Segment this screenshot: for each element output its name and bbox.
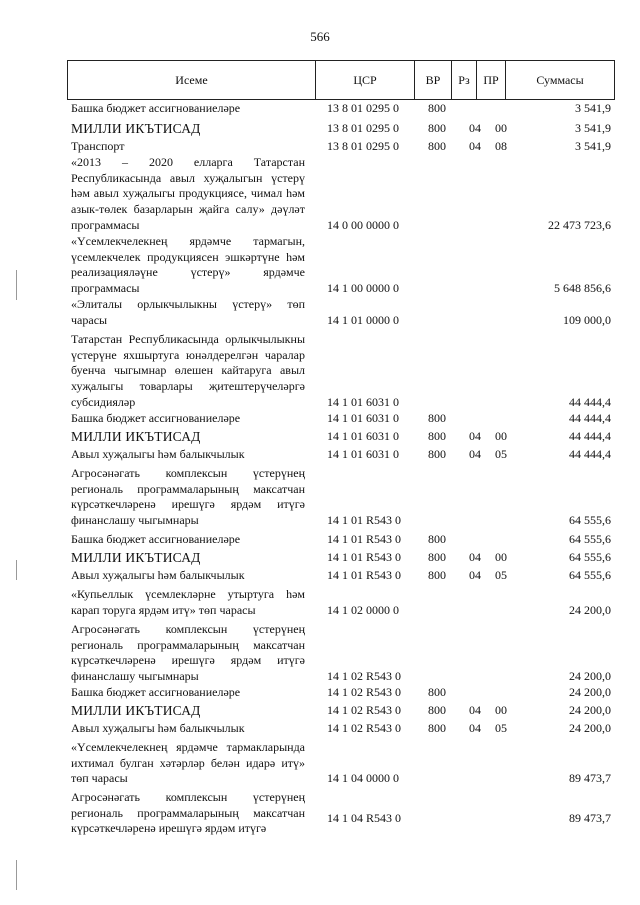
table-row xyxy=(0,622,640,685)
row-name: Агросәнәгать комплексын үстерүнең региональ программаларының максатчан күрсәткечләренә ирешүгә ярдәм итүгә финанслашу чыгымнары xyxy=(71,466,305,528)
row-rz: 04 xyxy=(469,703,481,717)
row-name: Авыл хуҗалыгы һәм балыкчылык xyxy=(71,568,245,582)
table-row xyxy=(0,332,640,411)
row-name: МИЛЛИ ИКЪТИСАД xyxy=(71,121,201,136)
row-rz: 04 xyxy=(469,447,481,461)
row-rz: 04 xyxy=(469,121,481,135)
table-row xyxy=(0,466,640,529)
row-name: Татарстан Республикасында орлыкчылыкны үстерүне яхшыртуга юнәлдерелгән чаралар буенча чыгымнар өлешен кайтаруга авыл хуҗалыгы товарлары җитештерүчеләргә субсидияләр xyxy=(71,332,305,409)
table-row xyxy=(0,121,640,139)
row-csr: 14 0 00 0000 0 xyxy=(327,218,399,232)
row-sum: 44 444,4 xyxy=(569,395,611,409)
row-name: МИЛЛИ ИКЪТИСАД xyxy=(71,429,201,444)
row-pr: 05 xyxy=(495,721,507,735)
page-number: 566 xyxy=(310,29,330,44)
row-rz: 04 xyxy=(469,550,481,564)
row-vr: 800 xyxy=(428,121,446,135)
row-sum: 64 555,6 xyxy=(569,550,611,564)
row-rz: 04 xyxy=(469,429,481,443)
row-name: Башка бюджет ассигнованиеләре xyxy=(71,532,241,546)
row-csr: 14 1 01 R543 0 xyxy=(327,568,402,582)
row-name: «Купьеллык үсемлекләрне утыртуга һәм карап торуга ярдәм итү» төп чарасы xyxy=(71,587,305,617)
row-name: Башка бюджет ассигнованиеләре xyxy=(71,685,241,699)
table-row xyxy=(0,429,640,447)
row-sum: 64 555,6 xyxy=(569,568,611,582)
row-csr: 13 8 01 0295 0 xyxy=(327,101,399,115)
row-csr: 14 1 02 0000 0 xyxy=(327,603,399,617)
row-sum: 24 200,0 xyxy=(569,703,611,717)
row-vr: 800 xyxy=(428,139,446,153)
table-row xyxy=(0,155,640,234)
row-name: Авыл хуҗалыгы һәм балыкчылык xyxy=(71,447,245,461)
row-name: «Үсемлекчелекнең ярдәмче тармагын, үсемлекчелек продукциясен эшкәртүне һәм реализацияләүне үстерү» ярдәмче программасы xyxy=(71,234,305,296)
row-sum: 89 473,7 xyxy=(569,811,611,825)
row-csr: 14 1 01 R543 0 xyxy=(327,550,402,564)
row-name: МИЛЛИ ИКЪТИСАД xyxy=(71,550,201,565)
table-row xyxy=(0,139,640,155)
row-pr: 00 xyxy=(495,429,507,443)
column-header-rz: Рз xyxy=(452,61,477,99)
row-csr: 14 1 02 R543 0 xyxy=(327,669,402,683)
table-row xyxy=(0,790,640,837)
row-vr: 800 xyxy=(428,429,446,443)
row-vr: 800 xyxy=(428,550,446,564)
column-header-csr: ЦСР xyxy=(316,61,415,99)
scan-artifact xyxy=(16,860,17,890)
row-sum: 109 000,0 xyxy=(563,313,611,327)
row-pr: 05 xyxy=(495,568,507,582)
row-sum: 3 541,9 xyxy=(575,101,611,115)
row-name: Башка бюджет ассигнованиеләре xyxy=(71,101,241,115)
row-sum: 64 555,6 xyxy=(569,532,611,546)
budget-table-body xyxy=(0,101,640,837)
row-name: Агросәнәгать комплексын үстерүнең региональ программаларының максатчан күрсәткечләренә ирешүгә ярдәм итүгә xyxy=(71,790,305,836)
row-name: «2013 – 2020 елларга Татарстан Республикасында авыл хуҗалыгын үстерү һәм авыл хуҗалыгы продукциясе, чимал һәм азык-төлек базарларын җайга салу» дәүләт программасы xyxy=(71,155,305,232)
table-row xyxy=(0,411,640,427)
row-pr: 05 xyxy=(495,447,507,461)
table-row xyxy=(0,685,640,701)
row-name: Транспорт xyxy=(71,139,125,153)
row-csr: 14 1 01 0000 0 xyxy=(327,313,399,327)
table-row xyxy=(0,568,640,584)
row-name: «Элиталы орлыкчылыкны үстерү» төп чарасы xyxy=(71,297,305,327)
row-vr: 800 xyxy=(428,532,446,546)
row-sum: 24 200,0 xyxy=(569,685,611,699)
table-row xyxy=(0,532,640,548)
row-sum: 24 200,0 xyxy=(569,721,611,735)
row-rz: 04 xyxy=(469,139,481,153)
row-vr: 800 xyxy=(428,447,446,461)
table-row xyxy=(0,550,640,568)
row-vr: 800 xyxy=(428,101,446,115)
row-csr: 14 1 01 6031 0 xyxy=(327,447,399,461)
row-pr: 00 xyxy=(495,121,507,135)
row-sum: 44 444,4 xyxy=(569,447,611,461)
row-name: Агросәнәгать комплексын үстерүнең региональ программаларының максатчан күрсәткечләренә ирешүгә ярдәм итүгә финанслашу чыгымнары xyxy=(71,622,305,684)
row-sum: 24 200,0 xyxy=(569,603,611,617)
row-csr: 14 1 01 R543 0 xyxy=(327,513,402,527)
row-name: Авыл хуҗалыгы һәм балыкчылык xyxy=(71,721,245,735)
table-row xyxy=(0,740,640,787)
row-sum: 24 200,0 xyxy=(569,669,611,683)
row-sum: 3 541,9 xyxy=(575,139,611,153)
table-row xyxy=(0,297,640,329)
row-csr: 14 1 04 R543 0 xyxy=(327,811,402,825)
table-row xyxy=(0,703,640,721)
row-sum: 44 444,4 xyxy=(569,429,611,443)
table-header xyxy=(67,60,615,100)
row-csr: 14 1 02 R543 0 xyxy=(327,685,402,699)
row-csr: 14 1 01 R543 0 xyxy=(327,532,402,546)
table-row xyxy=(0,721,640,737)
row-vr: 800 xyxy=(428,721,446,735)
row-csr: 14 1 01 6031 0 xyxy=(327,429,399,443)
row-name: Башка бюджет ассигнованиеләре xyxy=(71,411,241,425)
row-sum: 89 473,7 xyxy=(569,771,611,785)
row-pr: 00 xyxy=(495,703,507,717)
row-pr: 08 xyxy=(495,139,507,153)
row-sum: 64 555,6 xyxy=(569,513,611,527)
row-vr: 800 xyxy=(428,703,446,717)
row-vr: 800 xyxy=(428,568,446,582)
table-row xyxy=(0,587,640,619)
row-rz: 04 xyxy=(469,721,481,735)
row-sum: 3 541,9 xyxy=(575,121,611,135)
column-header-sum: Суммасы xyxy=(536,72,584,87)
scan-artifact xyxy=(16,560,17,580)
table-row xyxy=(0,234,640,297)
scan-artifact xyxy=(16,270,17,300)
row-name: МИЛЛИ ИКЪТИСАД xyxy=(71,703,201,718)
row-pr: 00 xyxy=(495,550,507,564)
row-csr: 13 8 01 0295 0 xyxy=(327,139,399,153)
row-csr: 14 1 01 6031 0 xyxy=(327,411,399,425)
row-rz: 04 xyxy=(469,568,481,582)
row-vr: 800 xyxy=(428,411,446,425)
table-row xyxy=(0,447,640,463)
row-csr: 14 1 02 R543 0 xyxy=(327,703,402,717)
column-header-name: Исеме xyxy=(68,61,316,99)
table-row xyxy=(0,101,640,117)
row-vr: 800 xyxy=(428,685,446,699)
row-csr: 13 8 01 0295 0 xyxy=(327,121,399,135)
column-header-pr: ПР xyxy=(477,61,506,99)
row-csr: 14 1 01 6031 0 xyxy=(327,395,399,409)
row-csr: 14 1 04 0000 0 xyxy=(327,771,399,785)
row-sum: 5 648 856,6 xyxy=(554,281,611,295)
row-sum: 22 473 723,6 xyxy=(548,218,611,232)
row-sum: 44 444,4 xyxy=(569,411,611,425)
row-csr: 14 1 00 0000 0 xyxy=(327,281,399,295)
column-header-vr: ВР xyxy=(415,61,452,99)
row-name: «Үсемлекчелекнең ярдәмче тармакларында ихтимал булган хәтәрләр белән идарә итү» төп чарасы xyxy=(71,740,305,786)
row-csr: 14 1 02 R543 0 xyxy=(327,721,402,735)
